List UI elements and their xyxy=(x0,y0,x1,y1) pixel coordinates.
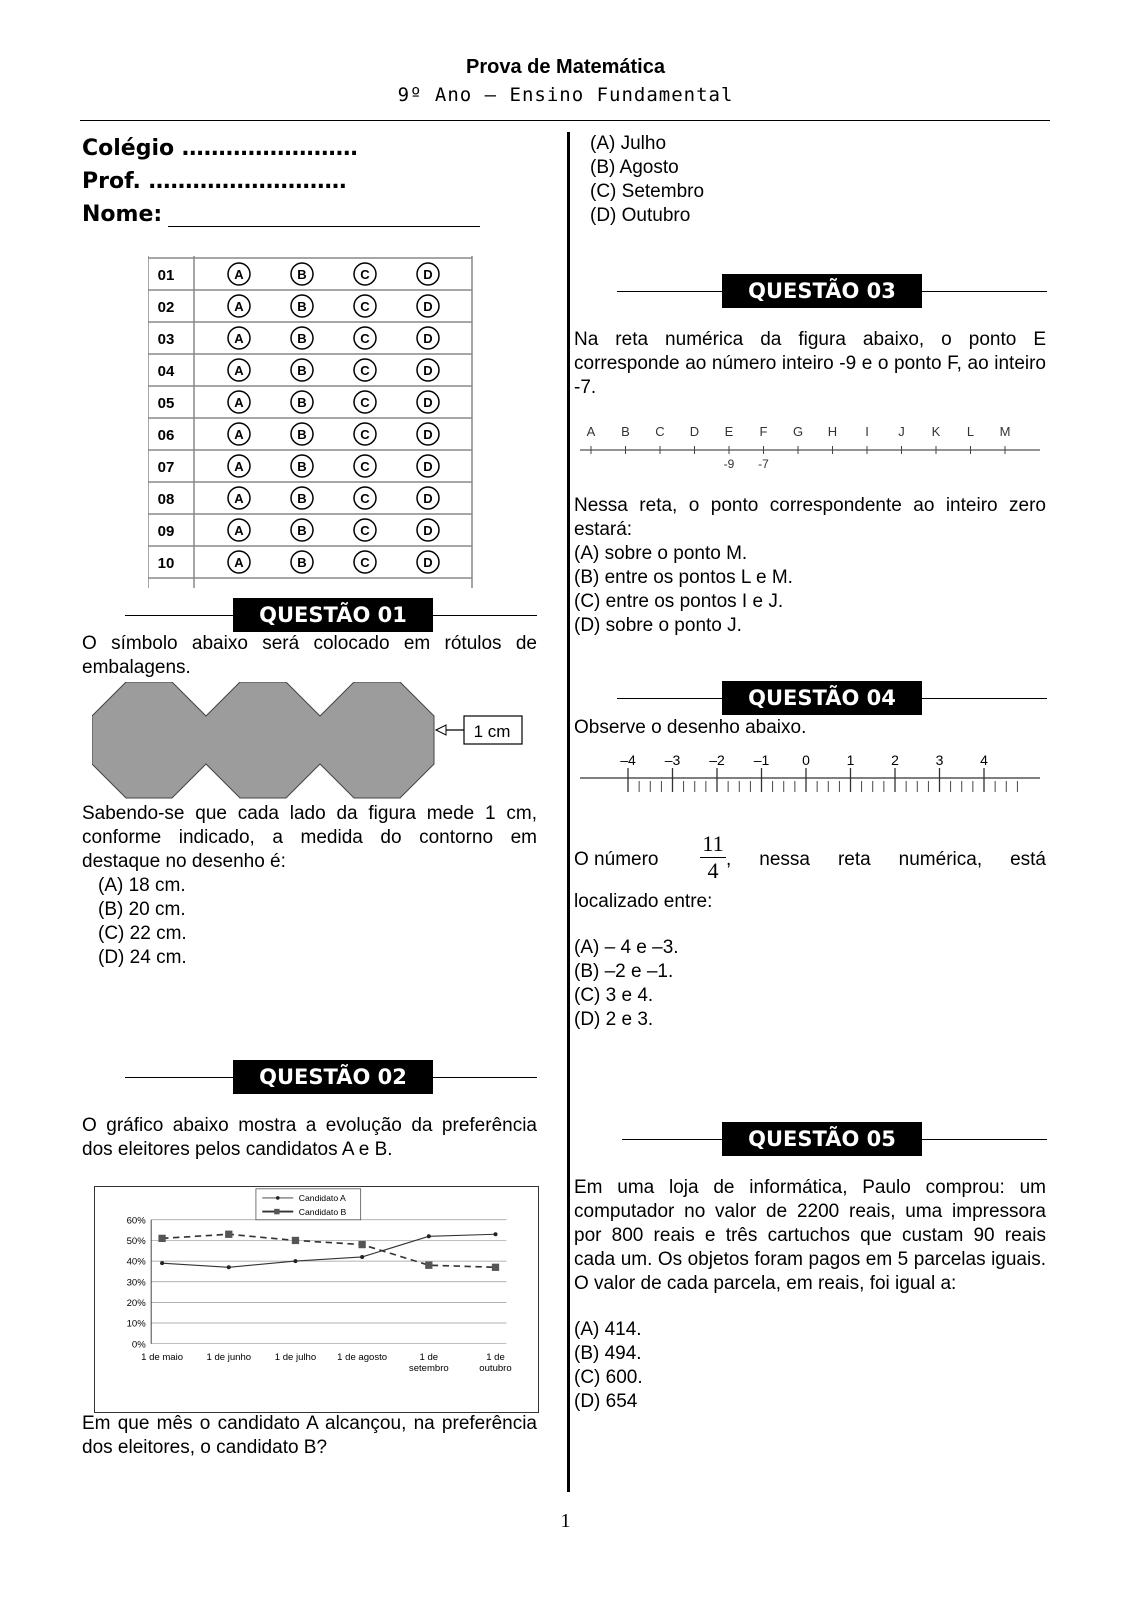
question-label: QUESTÃO 05 xyxy=(722,1122,922,1156)
answer-row-number: 03 xyxy=(157,331,175,348)
answer-bubble-letter: A xyxy=(234,459,244,474)
header-rule-right xyxy=(433,615,537,616)
chart-legend xyxy=(256,1189,361,1220)
y-tick-label: 20% xyxy=(126,1298,146,1310)
data-point-a xyxy=(160,1261,164,1265)
question-03-intro: Na reta numérica da figura abaixo, o ponto E corresponde ao número inteiro -9 e o ponto F, ao inteiro -7. xyxy=(574,329,1046,398)
option-c[interactable]: (C) Setembro xyxy=(590,181,705,202)
point-letter: K xyxy=(931,424,941,439)
answer-bubble-letter: D xyxy=(423,491,433,506)
answer-bubble-letter: B xyxy=(297,427,307,442)
answer-bubble-letter: C xyxy=(360,523,370,538)
question-03-stem: Nessa reta, o ponto correspondente ao inteiro zero estará: xyxy=(574,495,1046,540)
option-a[interactable]: (A) – 4 e –3. xyxy=(574,937,679,958)
header-rule-right xyxy=(433,1077,537,1078)
answer-bubble-letter: D xyxy=(423,299,433,314)
answer-bubble-letter: B xyxy=(297,331,307,346)
data-point-a xyxy=(360,1255,364,1259)
legend-label: Candidato A xyxy=(298,1193,346,1204)
question-label: QUESTÃO 01 xyxy=(233,598,433,632)
answer-row-number: 07 xyxy=(157,459,175,476)
answer-bubble-letter: A xyxy=(234,267,244,282)
unit-label: 1 cm xyxy=(473,722,511,741)
answer-bubble-letter: B xyxy=(297,523,307,538)
point-letter: C xyxy=(655,424,665,439)
answer-bubble-letter: A xyxy=(234,427,244,442)
header-rule-left xyxy=(125,615,233,616)
page-title: Prova de Matemática xyxy=(466,56,665,78)
fraction-numerator: 11 xyxy=(702,831,724,856)
question-02-options xyxy=(590,132,704,228)
answer-row-number: 02 xyxy=(157,299,175,316)
point-letter: G xyxy=(792,424,804,439)
data-point-b xyxy=(492,1264,499,1271)
answer-row-number: 09 xyxy=(157,523,175,540)
fraction xyxy=(700,832,726,883)
point-letter: D xyxy=(689,424,700,439)
point-letter: A xyxy=(586,424,596,439)
option-a[interactable]: (A) 414. xyxy=(574,1319,642,1340)
option-d[interactable]: (D) 2 e 3. xyxy=(574,1009,654,1030)
point-letter: B xyxy=(621,424,630,439)
x-tick-label: 1 de junho xyxy=(206,1352,252,1364)
answer-bubble-letter: C xyxy=(360,427,370,442)
answer-bubble-letter: C xyxy=(360,555,370,570)
question-04-stem-end: localizado entre: xyxy=(574,891,713,912)
option-a[interactable]: (A) 18 cm. xyxy=(98,875,186,896)
answer-row-number: 04 xyxy=(157,363,175,380)
answer-bubble-letter: D xyxy=(423,555,433,570)
answer-bubble-letter: D xyxy=(423,331,433,346)
answer-bubble-letter: D xyxy=(423,523,433,538)
question-label: QUESTÃO 02 xyxy=(233,1060,433,1094)
point-value: -7 xyxy=(758,457,769,471)
question-03-header xyxy=(617,274,1047,308)
octagon-figure xyxy=(92,682,540,800)
question-02-question: Em que mês o candidato A alcançou, na preferência dos eleitores, o candidato B? xyxy=(82,1413,537,1458)
answer-row-number: 01 xyxy=(157,267,175,284)
option-d[interactable]: (D) 24 cm. xyxy=(98,947,187,968)
answer-bubble-letter: C xyxy=(360,459,370,474)
header-rule-right xyxy=(922,291,1047,292)
data-point-a xyxy=(427,1234,431,1238)
x-tick-label: 1 de setembro xyxy=(408,1352,449,1375)
answer-bubble-letter: D xyxy=(423,395,433,410)
x-tick-label: 1 de maio xyxy=(141,1352,184,1364)
legend-marker xyxy=(276,1196,280,1200)
fraction-denominator: 4 xyxy=(707,858,719,883)
school-field: Colégio …………………… xyxy=(82,136,358,161)
option-b[interactable]: (B) –2 e –1. xyxy=(574,961,674,982)
option-b[interactable]: (B) 494. xyxy=(574,1343,642,1364)
answer-bubble-letter: A xyxy=(234,299,244,314)
answer-bubble-letter: C xyxy=(360,331,370,346)
name-field xyxy=(82,202,162,227)
question-05-options xyxy=(574,1318,643,1414)
answer-bubble-letter: D xyxy=(423,363,433,378)
x-tick-label: 1 de julho xyxy=(274,1352,317,1364)
point-letter: E xyxy=(724,424,734,439)
series-line xyxy=(162,1234,495,1267)
option-c[interactable]: (C) 22 cm. xyxy=(98,923,187,944)
answer-bubble-letter: B xyxy=(297,555,307,570)
question-05-text: Em uma loja de informática, Paulo comprou: um computador no valor de 2200 reais, uma impressora por 800 reais e três cartuchos que custam 90 reais cada um. Os objetos foram pagos em 5 parcelas iguais. O valor de cada parcela, em reais, foi igual a: xyxy=(574,1177,1046,1294)
question-01-header xyxy=(125,598,537,632)
y-tick-label: 60% xyxy=(126,1215,146,1227)
axis-label: 3 xyxy=(935,752,944,768)
axis-label: –4 xyxy=(620,752,636,768)
name-blank-line[interactable] xyxy=(168,226,480,227)
answer-bubble-letter: D xyxy=(423,459,433,474)
option-b[interactable]: (B) Agosto xyxy=(590,157,679,178)
header-rule-right xyxy=(922,698,1047,699)
answer-row-number: 06 xyxy=(157,427,175,444)
answer-bubble-letter: B xyxy=(297,459,307,474)
point-letter: J xyxy=(898,424,905,439)
option-c[interactable]: (C) entre os pontos I e J. xyxy=(574,591,784,612)
page-subtitle: 9º Ano – Ensino Fundamental xyxy=(397,84,734,106)
answer-bubble-letter: D xyxy=(423,427,433,442)
y-tick-label: 50% xyxy=(126,1236,146,1248)
answer-bubble-letter: B xyxy=(297,299,307,314)
answer-bubble-letter: D xyxy=(423,267,433,282)
question-03-options xyxy=(574,542,793,638)
y-tick-label: 10% xyxy=(126,1318,146,1330)
question-label: QUESTÃO 03 xyxy=(722,274,922,308)
answer-row-number: 05 xyxy=(157,395,175,412)
point-letter: I xyxy=(865,424,869,439)
data-point-a xyxy=(293,1259,297,1263)
answer-bubble-letter: A xyxy=(234,331,244,346)
line-chart xyxy=(95,1187,538,1412)
answer-bubble-letter: B xyxy=(297,395,307,410)
question-04-stem-start: O número xyxy=(574,849,659,870)
y-tick-label: 30% xyxy=(126,1277,146,1289)
header-rule-left xyxy=(125,1077,233,1078)
name-label: Nome: xyxy=(82,202,163,227)
teacher-field: Prof. ……………………… xyxy=(82,169,347,194)
header-rule-left xyxy=(622,1139,722,1140)
axis-label: 4 xyxy=(980,752,988,768)
question-02-intro: O gráfico abaixo mostra a evolução da preferência dos eleitores pelos candidatos A e B. xyxy=(82,1115,537,1160)
octagon-shape xyxy=(92,682,434,798)
answer-row-number: 08 xyxy=(157,491,175,508)
answer-bubble-letter: B xyxy=(297,267,307,282)
answer-bubble-letter: C xyxy=(360,363,370,378)
point-letter: F xyxy=(759,424,768,439)
x-tick-label: 1 de outubro xyxy=(479,1352,512,1375)
axis-label: –1 xyxy=(753,752,770,768)
point-value: -9 xyxy=(723,457,735,471)
axis-label: 2 xyxy=(891,752,899,768)
legend-label: Candidato B xyxy=(298,1206,347,1217)
point-letter: M xyxy=(999,424,1011,439)
answer-bubble-letter: A xyxy=(234,363,244,378)
axis-label: 0 xyxy=(802,752,810,768)
option-c[interactable]: (C) 600. xyxy=(574,1367,643,1388)
question-04-stem-middle: , nessa reta numérica, está xyxy=(726,849,1046,870)
page-number: 1 xyxy=(560,1510,571,1532)
answer-bubble-letter: B xyxy=(297,491,307,506)
answer-bubble-letter: A xyxy=(234,555,244,570)
question-02-header xyxy=(125,1060,537,1094)
answer-bubble-letter: A xyxy=(234,523,244,538)
header-rule-left xyxy=(617,698,722,699)
line-chart-frame xyxy=(94,1186,539,1413)
answer-bubble-letter: C xyxy=(360,395,370,410)
lettered-number-line xyxy=(580,420,1042,476)
question-04-header xyxy=(617,681,1047,715)
question-04-intro: Observe o desenho abaixo. xyxy=(574,717,807,738)
option-b[interactable]: (B) 20 cm. xyxy=(98,899,186,920)
series-line xyxy=(162,1234,495,1267)
option-b[interactable]: (B) entre os pontos L e M. xyxy=(574,567,793,588)
answer-bubble-letter: C xyxy=(360,491,370,506)
data-point-b xyxy=(158,1235,165,1242)
question-label: QUESTÃO 04 xyxy=(722,681,922,715)
data-point-a xyxy=(493,1232,497,1236)
integer-number-line xyxy=(580,748,1042,798)
question-01-stem: Sabendo-se que cada lado da figura mede 1 cm, conforme indicado, a medida do contorno em destaque no desenho é: xyxy=(82,803,537,872)
point-letter: L xyxy=(966,424,975,439)
question-01-intro: O símbolo abaixo será colocado em rótulos de embalagens. xyxy=(82,633,537,678)
question-01-options xyxy=(98,874,187,970)
answer-bubble-letter: C xyxy=(360,267,370,282)
legend-marker xyxy=(274,1209,279,1214)
data-point-b xyxy=(225,1231,232,1238)
pointer-arrowhead xyxy=(436,725,446,735)
point-letter: H xyxy=(827,424,838,439)
data-point-a xyxy=(227,1265,231,1269)
option-d[interactable]: (D) Outubro xyxy=(590,205,691,226)
option-c[interactable]: (C) 3 e 4. xyxy=(574,985,654,1006)
question-04-options xyxy=(574,936,679,1032)
answer-bubble-letter: A xyxy=(234,491,244,506)
answer-bubble-letter: B xyxy=(297,363,307,378)
option-d[interactable]: (D) 654 xyxy=(574,1391,638,1412)
answer-bubble-letter: C xyxy=(360,299,370,314)
option-a[interactable]: (A) Julho xyxy=(590,133,667,154)
axis-label: –2 xyxy=(709,752,725,768)
y-tick-label: 0% xyxy=(131,1339,146,1351)
data-point-b xyxy=(425,1262,432,1269)
header-rule-left xyxy=(617,291,722,292)
header-divider xyxy=(80,120,1050,121)
axis-label: 1 xyxy=(846,752,855,768)
column-divider xyxy=(567,132,570,1492)
answer-sheet xyxy=(148,256,483,588)
question-05-header xyxy=(622,1122,1047,1156)
data-point-b xyxy=(358,1241,365,1248)
data-point-b xyxy=(292,1237,299,1244)
axis-label: –3 xyxy=(664,752,681,768)
header-rule-right xyxy=(922,1139,1047,1140)
answer-row-number: 10 xyxy=(157,555,175,572)
x-tick-label: 1 de agosto xyxy=(337,1352,388,1364)
option-a[interactable]: (A) sobre o ponto M. xyxy=(574,543,748,564)
answer-bubble-letter: A xyxy=(234,395,244,410)
y-tick-label: 40% xyxy=(126,1256,146,1268)
option-d[interactable]: (D) sobre o ponto J. xyxy=(574,615,742,636)
